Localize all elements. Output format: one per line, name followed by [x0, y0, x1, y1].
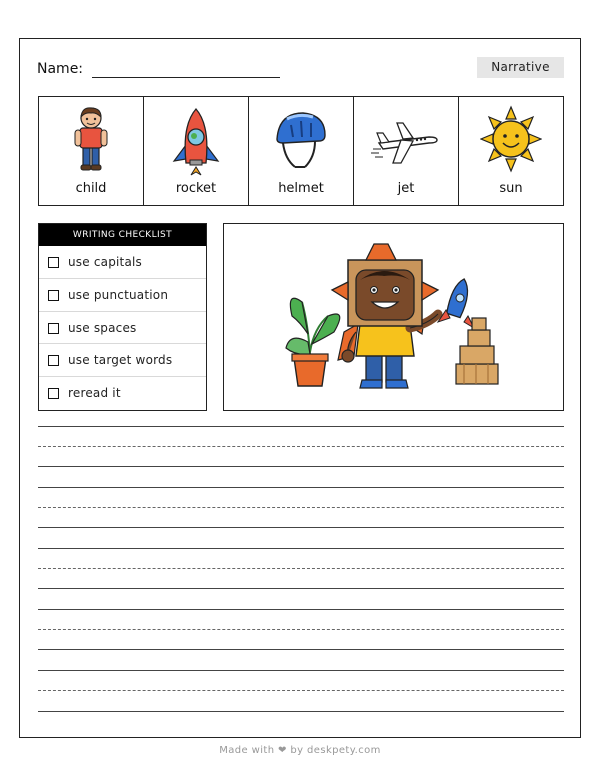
vocab-cell-helmet — [249, 97, 354, 205]
vocab-word: child — [75, 181, 107, 196]
checklist-item[interactable] — [39, 377, 206, 410]
checklist-item-label: use capitals — [68, 255, 143, 269]
vocab-word: sun — [499, 181, 523, 196]
checklist-title: WRITING CHECKLIST — [39, 224, 206, 246]
checkbox[interactable] — [48, 290, 59, 301]
footer-credit: Made with ❤ by deskpety.com — [219, 745, 381, 756]
vocab-word: helmet — [278, 181, 324, 196]
vocab-cell-jet — [354, 97, 459, 205]
checklist-item[interactable] — [39, 312, 206, 345]
checklist-item-label: use spaces — [68, 320, 137, 335]
writing-lines[interactable] — [38, 426, 564, 716]
writing-checklist — [38, 223, 207, 411]
checklist-item[interactable] — [39, 246, 206, 279]
checkbox[interactable] — [48, 257, 59, 268]
vocabulary-strip — [38, 96, 564, 206]
worksheet — [19, 38, 581, 738]
toy-rocket-icon — [438, 277, 474, 328]
plant-icon — [286, 298, 340, 386]
jet-icon — [371, 105, 441, 177]
name-label: Name: — [37, 61, 84, 77]
boy-box-helmet-icon — [332, 244, 438, 388]
vocab-cell-child — [39, 97, 144, 205]
checklist-item[interactable] — [39, 279, 206, 312]
sun-icon — [480, 105, 542, 177]
vocab-cell-sun — [459, 97, 563, 205]
name-field[interactable] — [92, 77, 280, 78]
story-scene-illustration — [223, 223, 564, 411]
checklist-item-label: use punctuation — [68, 287, 169, 302]
vocab-word: jet — [397, 181, 415, 196]
helmet-icon — [271, 105, 331, 177]
checkbox[interactable] — [48, 323, 59, 334]
block-tower-icon — [456, 318, 498, 384]
vocab-cell-rocket — [144, 97, 249, 205]
rocket-icon — [168, 105, 224, 177]
child-icon — [66, 105, 116, 177]
checklist-item-label: use target words — [68, 353, 173, 368]
checklist-item-label: reread it — [68, 386, 121, 401]
genre-badge: Narrative — [477, 57, 564, 78]
checkbox[interactable] — [48, 388, 59, 399]
vocab-word: rocket — [175, 181, 217, 196]
checkbox[interactable] — [48, 355, 59, 366]
checklist-item[interactable] — [39, 344, 206, 377]
